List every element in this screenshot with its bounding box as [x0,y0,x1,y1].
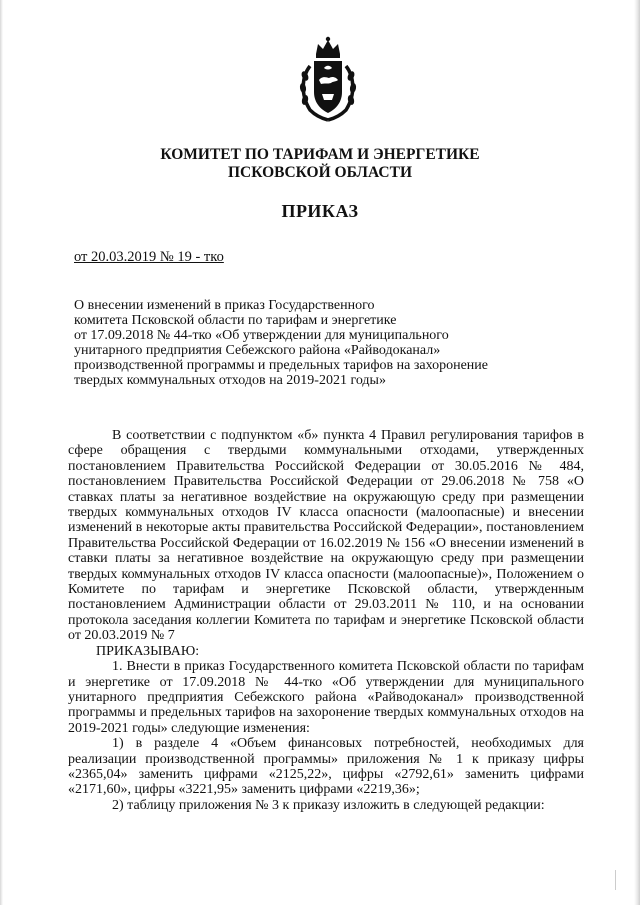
order-date-number: от 20.03.2019 № 19 - тко [74,249,224,265]
document-type-title: ПРИКАЗ [281,201,359,221]
org-line-2: ПСКОВСКОЙ ОБЛАСТИ [227,164,412,181]
subject-line: комитета Псковской области по тарифам и энергетике [74,313,397,328]
command-heading: ПРИКАЗЫВАЮ: [96,643,200,659]
subitem-2-paragraph: 2) таблицу приложения № 3 к приказу изложить в следующей редакции: [112,797,545,813]
subject-line: от 17.09.2018 № 44-тко «Об утверждении для муниципального [74,328,449,343]
subitem-1-paragraph: 1) в разделе 4 «Объем финансовых потребностей, необходимых для реализации производственной программы» приложения № 1 к приказу цифры «2365,04» заменить цифрами «2125,22», цифры «2792,61» заменить цифрами «2171,60», цифры «3221,95» заменить цифрами «2219,36»; [68,736,584,798]
subject-line: О внесении изменений в приказ Государственного [74,298,375,313]
order-subject [74,298,534,388]
org-line-1: КОМИТЕТ ПО ТАРИФАМ И ЭНЕРГЕТИКЕ [160,146,480,163]
subject-line: твердых коммунальных отходов на 2019-2021 годы» [74,373,386,388]
order-body [68,428,584,813]
pskov-coat-of-arms-icon [296,36,360,122]
subject-line: производственной программы и предельных тарифов на захоронение [74,358,488,373]
issuer-organization [0,146,640,182]
subject-line: унитарного предприятия Себежского района «Райводоканал» [74,343,441,358]
scan-artifact [615,870,628,890]
scan-shadow-right [634,0,640,905]
scan-shadow-left [0,0,3,905]
preamble-paragraph: В соответствии с подпунктом «б» пункта 4 Правил регулирования тарифов в сфере обращения с твердыми коммунальными отходами, утвержденных постановлением Правительства Российской Федерации от 30.05.2016 № 484, постановлением Правительства Российской Федерации от 29.06.2018 № 758 «О ставках платы за негативное воздействие на окружающую среду при размещении твердых коммунальных отходов IV класса опасности (малоопасные) и внесении изменений в некоторые акты правительства Российской Федерации», постановлением Правительства Российской Федерации от 16.02.2019 № 156 «О внесении изменений в ставки платы за негативное воздействие на окружающую среду при размещении твердых коммунальных отходов IV класса опасности (малоопасные)», Положением о Комитете по тарифам и энергетике Псковской области, утвержденным постановлением Администрации области от 29.03.2011 № 110, и на основании протокола заседания коллегии Комитета по тарифам и энергетике Псковской области от 20.03.2019 № 7 [68,428,584,644]
item-1-paragraph: 1. Внести в приказ Государственного комитета Псковской области по тарифам и энергетике от 17.09.2018 № 44-тко «Об утверждении для муниципального унитарного предприятия Себежского района «Райводоканал» производственной программы и предельных тарифов на захоронение твердых коммунальных отходов на 2019-2021 годы» следующие изменения: [68,659,584,736]
